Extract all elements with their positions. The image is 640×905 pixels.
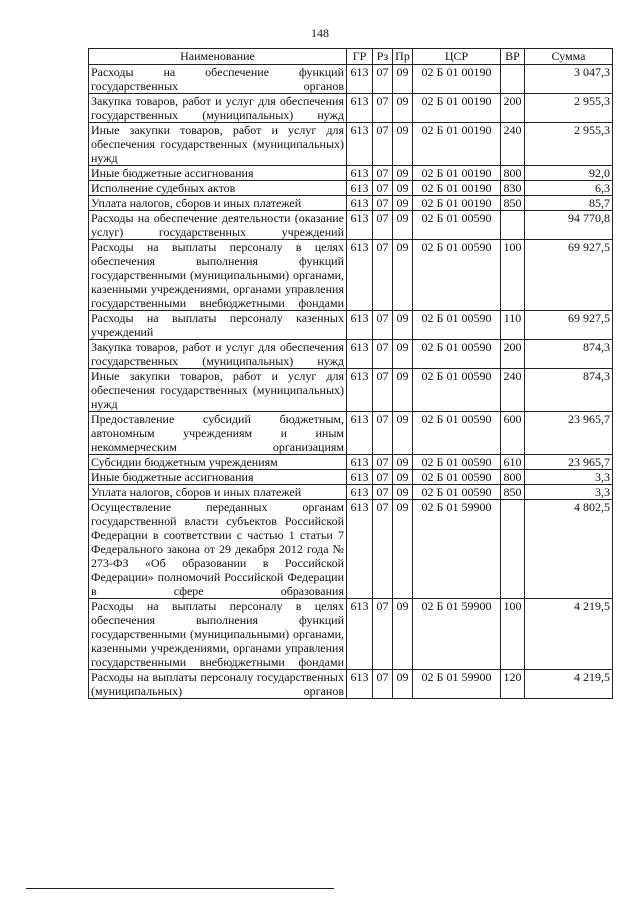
header-name: Наименование bbox=[89, 49, 347, 65]
row-csr: 02 Б 01 00590 bbox=[413, 211, 501, 240]
row-rz: 07 bbox=[373, 166, 393, 181]
table-row bbox=[89, 196, 613, 211]
row-pr: 09 bbox=[393, 211, 413, 240]
row-gr: 613 bbox=[347, 500, 373, 599]
row-vr: 850 bbox=[501, 196, 525, 211]
row-sum: 2 955,3 bbox=[525, 94, 613, 123]
row-pr: 09 bbox=[393, 340, 413, 369]
row-vr: 110 bbox=[501, 311, 525, 340]
row-vr: 830 bbox=[501, 181, 525, 196]
row-csr: 02 Б 01 00190 bbox=[413, 181, 501, 196]
header-row bbox=[89, 49, 613, 65]
row-csr: 02 Б 01 00590 bbox=[413, 470, 501, 485]
row-pr: 09 bbox=[393, 500, 413, 599]
row-csr: 02 Б 01 00590 bbox=[413, 369, 501, 412]
row-pr: 09 bbox=[393, 599, 413, 670]
row-vr: 240 bbox=[501, 123, 525, 166]
table-row bbox=[89, 599, 613, 670]
row-vr bbox=[501, 500, 525, 599]
row-sum: 4 219,5 bbox=[525, 599, 613, 670]
header-csr: ЦСР bbox=[413, 49, 501, 65]
table-row bbox=[89, 412, 613, 455]
row-gr: 613 bbox=[347, 599, 373, 670]
row-gr: 613 bbox=[347, 196, 373, 211]
row-gr: 613 bbox=[347, 181, 373, 196]
row-rz: 07 bbox=[373, 311, 393, 340]
row-gr: 613 bbox=[347, 311, 373, 340]
row-pr: 09 bbox=[393, 412, 413, 455]
row-name: Расходы на выплаты персоналу казенных учреждений bbox=[89, 311, 347, 340]
row-pr: 09 bbox=[393, 181, 413, 196]
row-pr: 09 bbox=[393, 123, 413, 166]
row-vr: 240 bbox=[501, 369, 525, 412]
row-name: Иные закупки товаров, работ и услуг для обеспечения государственных (муниципальных) нужд bbox=[89, 123, 347, 166]
row-csr: 02 Б 01 00190 bbox=[413, 166, 501, 181]
row-sum: 23 965,7 bbox=[525, 412, 613, 455]
table-row bbox=[89, 94, 613, 123]
budget-table bbox=[88, 48, 613, 699]
row-rz: 07 bbox=[373, 181, 393, 196]
row-pr: 09 bbox=[393, 311, 413, 340]
row-sum: 23 965,7 bbox=[525, 455, 613, 470]
row-sum: 85,7 bbox=[525, 196, 613, 211]
row-vr: 610 bbox=[501, 455, 525, 470]
row-csr: 02 Б 01 00590 bbox=[413, 311, 501, 340]
row-rz: 07 bbox=[373, 412, 393, 455]
row-pr: 09 bbox=[393, 94, 413, 123]
row-sum: 92,0 bbox=[525, 166, 613, 181]
row-rz: 07 bbox=[373, 94, 393, 123]
row-csr: 02 Б 01 00190 bbox=[413, 65, 501, 94]
header-sum: Сумма bbox=[525, 49, 613, 65]
row-vr bbox=[501, 211, 525, 240]
row-rz: 07 bbox=[373, 369, 393, 412]
row-rz: 07 bbox=[373, 599, 393, 670]
table-row bbox=[89, 211, 613, 240]
row-csr: 02 Б 01 00590 bbox=[413, 240, 501, 311]
row-csr: 02 Б 01 00190 bbox=[413, 123, 501, 166]
row-rz: 07 bbox=[373, 485, 393, 500]
row-name: Исполнение судебных актов bbox=[89, 181, 347, 196]
row-csr: 02 Б 01 00590 bbox=[413, 455, 501, 470]
row-sum: 6,3 bbox=[525, 181, 613, 196]
table-row bbox=[89, 240, 613, 311]
row-vr: 600 bbox=[501, 412, 525, 455]
row-pr: 09 bbox=[393, 670, 413, 699]
row-csr: 02 Б 01 00590 bbox=[413, 485, 501, 500]
row-rz: 07 bbox=[373, 455, 393, 470]
table-row bbox=[89, 369, 613, 412]
row-vr: 800 bbox=[501, 470, 525, 485]
row-vr: 200 bbox=[501, 340, 525, 369]
row-pr: 09 bbox=[393, 369, 413, 412]
row-sum: 874,3 bbox=[525, 369, 613, 412]
row-gr: 613 bbox=[347, 455, 373, 470]
row-rz: 07 bbox=[373, 340, 393, 369]
row-sum: 2 955,3 bbox=[525, 123, 613, 166]
row-name: Субсидии бюджетным учреждениям bbox=[89, 455, 347, 470]
table-row bbox=[89, 485, 613, 500]
row-gr: 613 bbox=[347, 470, 373, 485]
table-row bbox=[89, 166, 613, 181]
row-rz: 07 bbox=[373, 196, 393, 211]
row-gr: 613 bbox=[347, 412, 373, 455]
row-csr: 02 Б 01 00590 bbox=[413, 340, 501, 369]
header-pr: Пр bbox=[393, 49, 413, 65]
row-gr: 613 bbox=[347, 670, 373, 699]
row-name: Осуществление переданных органам государственной власти субъектов Российской Федерации в соответствии с частью 1 статьи 7 Федерального закона от 29 декабря 2012 года № 273-ФЗ «Об образовании в Российской Федерации» полномочий Российской Федерации в сфере образования bbox=[89, 500, 347, 599]
row-rz: 07 bbox=[373, 240, 393, 311]
table-row bbox=[89, 311, 613, 340]
row-name: Расходы на обеспечение деятельности (оказание услуг) государственных учреждений bbox=[89, 211, 347, 240]
row-name: Расходы на выплаты персоналу в целях обеспечения выполнения функций государственными (муниципальными) органами, казенными учреждениями, органами управления государственными внебюджетными фондами bbox=[89, 240, 347, 311]
row-name: Закупка товаров, работ и услуг для обеспечения государственных (муниципальных) нужд bbox=[89, 340, 347, 369]
row-vr bbox=[501, 65, 525, 94]
row-rz: 07 bbox=[373, 211, 393, 240]
row-name: Расходы на обеспечение функций государственных органов bbox=[89, 65, 347, 94]
page-number: 148 bbox=[311, 26, 329, 40]
row-pr: 09 bbox=[393, 196, 413, 211]
row-sum: 874,3 bbox=[525, 340, 613, 369]
table-row bbox=[89, 670, 613, 699]
row-sum: 3 047,3 bbox=[525, 65, 613, 94]
table-row bbox=[89, 500, 613, 599]
table-row bbox=[89, 181, 613, 196]
table-row bbox=[89, 470, 613, 485]
row-vr: 100 bbox=[501, 599, 525, 670]
row-sum: 3,3 bbox=[525, 485, 613, 500]
row-pr: 09 bbox=[393, 166, 413, 181]
row-name: Уплата налогов, сборов и иных платежей bbox=[89, 196, 347, 211]
row-rz: 07 bbox=[373, 65, 393, 94]
row-vr: 100 bbox=[501, 240, 525, 311]
row-name: Уплата налогов, сборов и иных платежей bbox=[89, 485, 347, 500]
row-rz: 07 bbox=[373, 670, 393, 699]
row-csr: 02 Б 01 00190 bbox=[413, 196, 501, 211]
row-gr: 613 bbox=[347, 123, 373, 166]
header-rz: Рз bbox=[373, 49, 393, 65]
row-sum: 69 927,5 bbox=[525, 311, 613, 340]
row-csr: 02 Б 01 00590 bbox=[413, 412, 501, 455]
row-gr: 613 bbox=[347, 65, 373, 94]
header-gr: ГР bbox=[347, 49, 373, 65]
row-csr: 02 Б 01 00190 bbox=[413, 94, 501, 123]
row-name: Расходы на выплаты персоналу в целях обеспечения выполнения функций государственными (муниципальными) органами, казенными учреждениями, органами управления государственными внебюджетными фондами bbox=[89, 599, 347, 670]
row-name: Предоставление субсидий бюджетным, автономным учреждениям и иным некоммерческим организациям bbox=[89, 412, 347, 455]
row-gr: 613 bbox=[347, 211, 373, 240]
row-sum: 4 219,5 bbox=[525, 670, 613, 699]
row-name: Иные бюджетные ассигнования bbox=[89, 166, 347, 181]
row-gr: 613 bbox=[347, 369, 373, 412]
row-sum: 3,3 bbox=[525, 470, 613, 485]
row-pr: 09 bbox=[393, 470, 413, 485]
row-rz: 07 bbox=[373, 470, 393, 485]
row-pr: 09 bbox=[393, 65, 413, 94]
row-sum: 4 802,5 bbox=[525, 500, 613, 599]
row-vr: 200 bbox=[501, 94, 525, 123]
table-row bbox=[89, 455, 613, 470]
row-sum: 69 927,5 bbox=[525, 240, 613, 311]
row-csr: 02 Б 01 59900 bbox=[413, 670, 501, 699]
row-gr: 613 bbox=[347, 240, 373, 311]
row-rz: 07 bbox=[373, 500, 393, 599]
row-vr: 850 bbox=[501, 485, 525, 500]
row-name: Иные закупки товаров, работ и услуг для обеспечения государственных (муниципальных) нужд bbox=[89, 369, 347, 412]
row-gr: 613 bbox=[347, 485, 373, 500]
row-csr: 02 Б 01 59900 bbox=[413, 500, 501, 599]
footer-divider bbox=[26, 888, 334, 889]
row-csr: 02 Б 01 59900 bbox=[413, 599, 501, 670]
row-vr: 800 bbox=[501, 166, 525, 181]
row-pr: 09 bbox=[393, 485, 413, 500]
row-gr: 613 bbox=[347, 340, 373, 369]
row-pr: 09 bbox=[393, 455, 413, 470]
row-name: Иные бюджетные ассигнования bbox=[89, 470, 347, 485]
row-gr: 613 bbox=[347, 166, 373, 181]
table-row bbox=[89, 123, 613, 166]
row-rz: 07 bbox=[373, 123, 393, 166]
header-vr: ВР bbox=[501, 49, 525, 65]
row-name: Закупка товаров, работ и услуг для обеспечения государственных (муниципальных) нужд bbox=[89, 94, 347, 123]
row-name: Расходы на выплаты персоналу государственных (муниципальных) органов bbox=[89, 670, 347, 699]
row-pr: 09 bbox=[393, 240, 413, 311]
row-gr: 613 bbox=[347, 94, 373, 123]
row-sum: 94 770,8 bbox=[525, 211, 613, 240]
table-row bbox=[89, 340, 613, 369]
row-vr: 120 bbox=[501, 670, 525, 699]
table-row bbox=[89, 65, 613, 94]
